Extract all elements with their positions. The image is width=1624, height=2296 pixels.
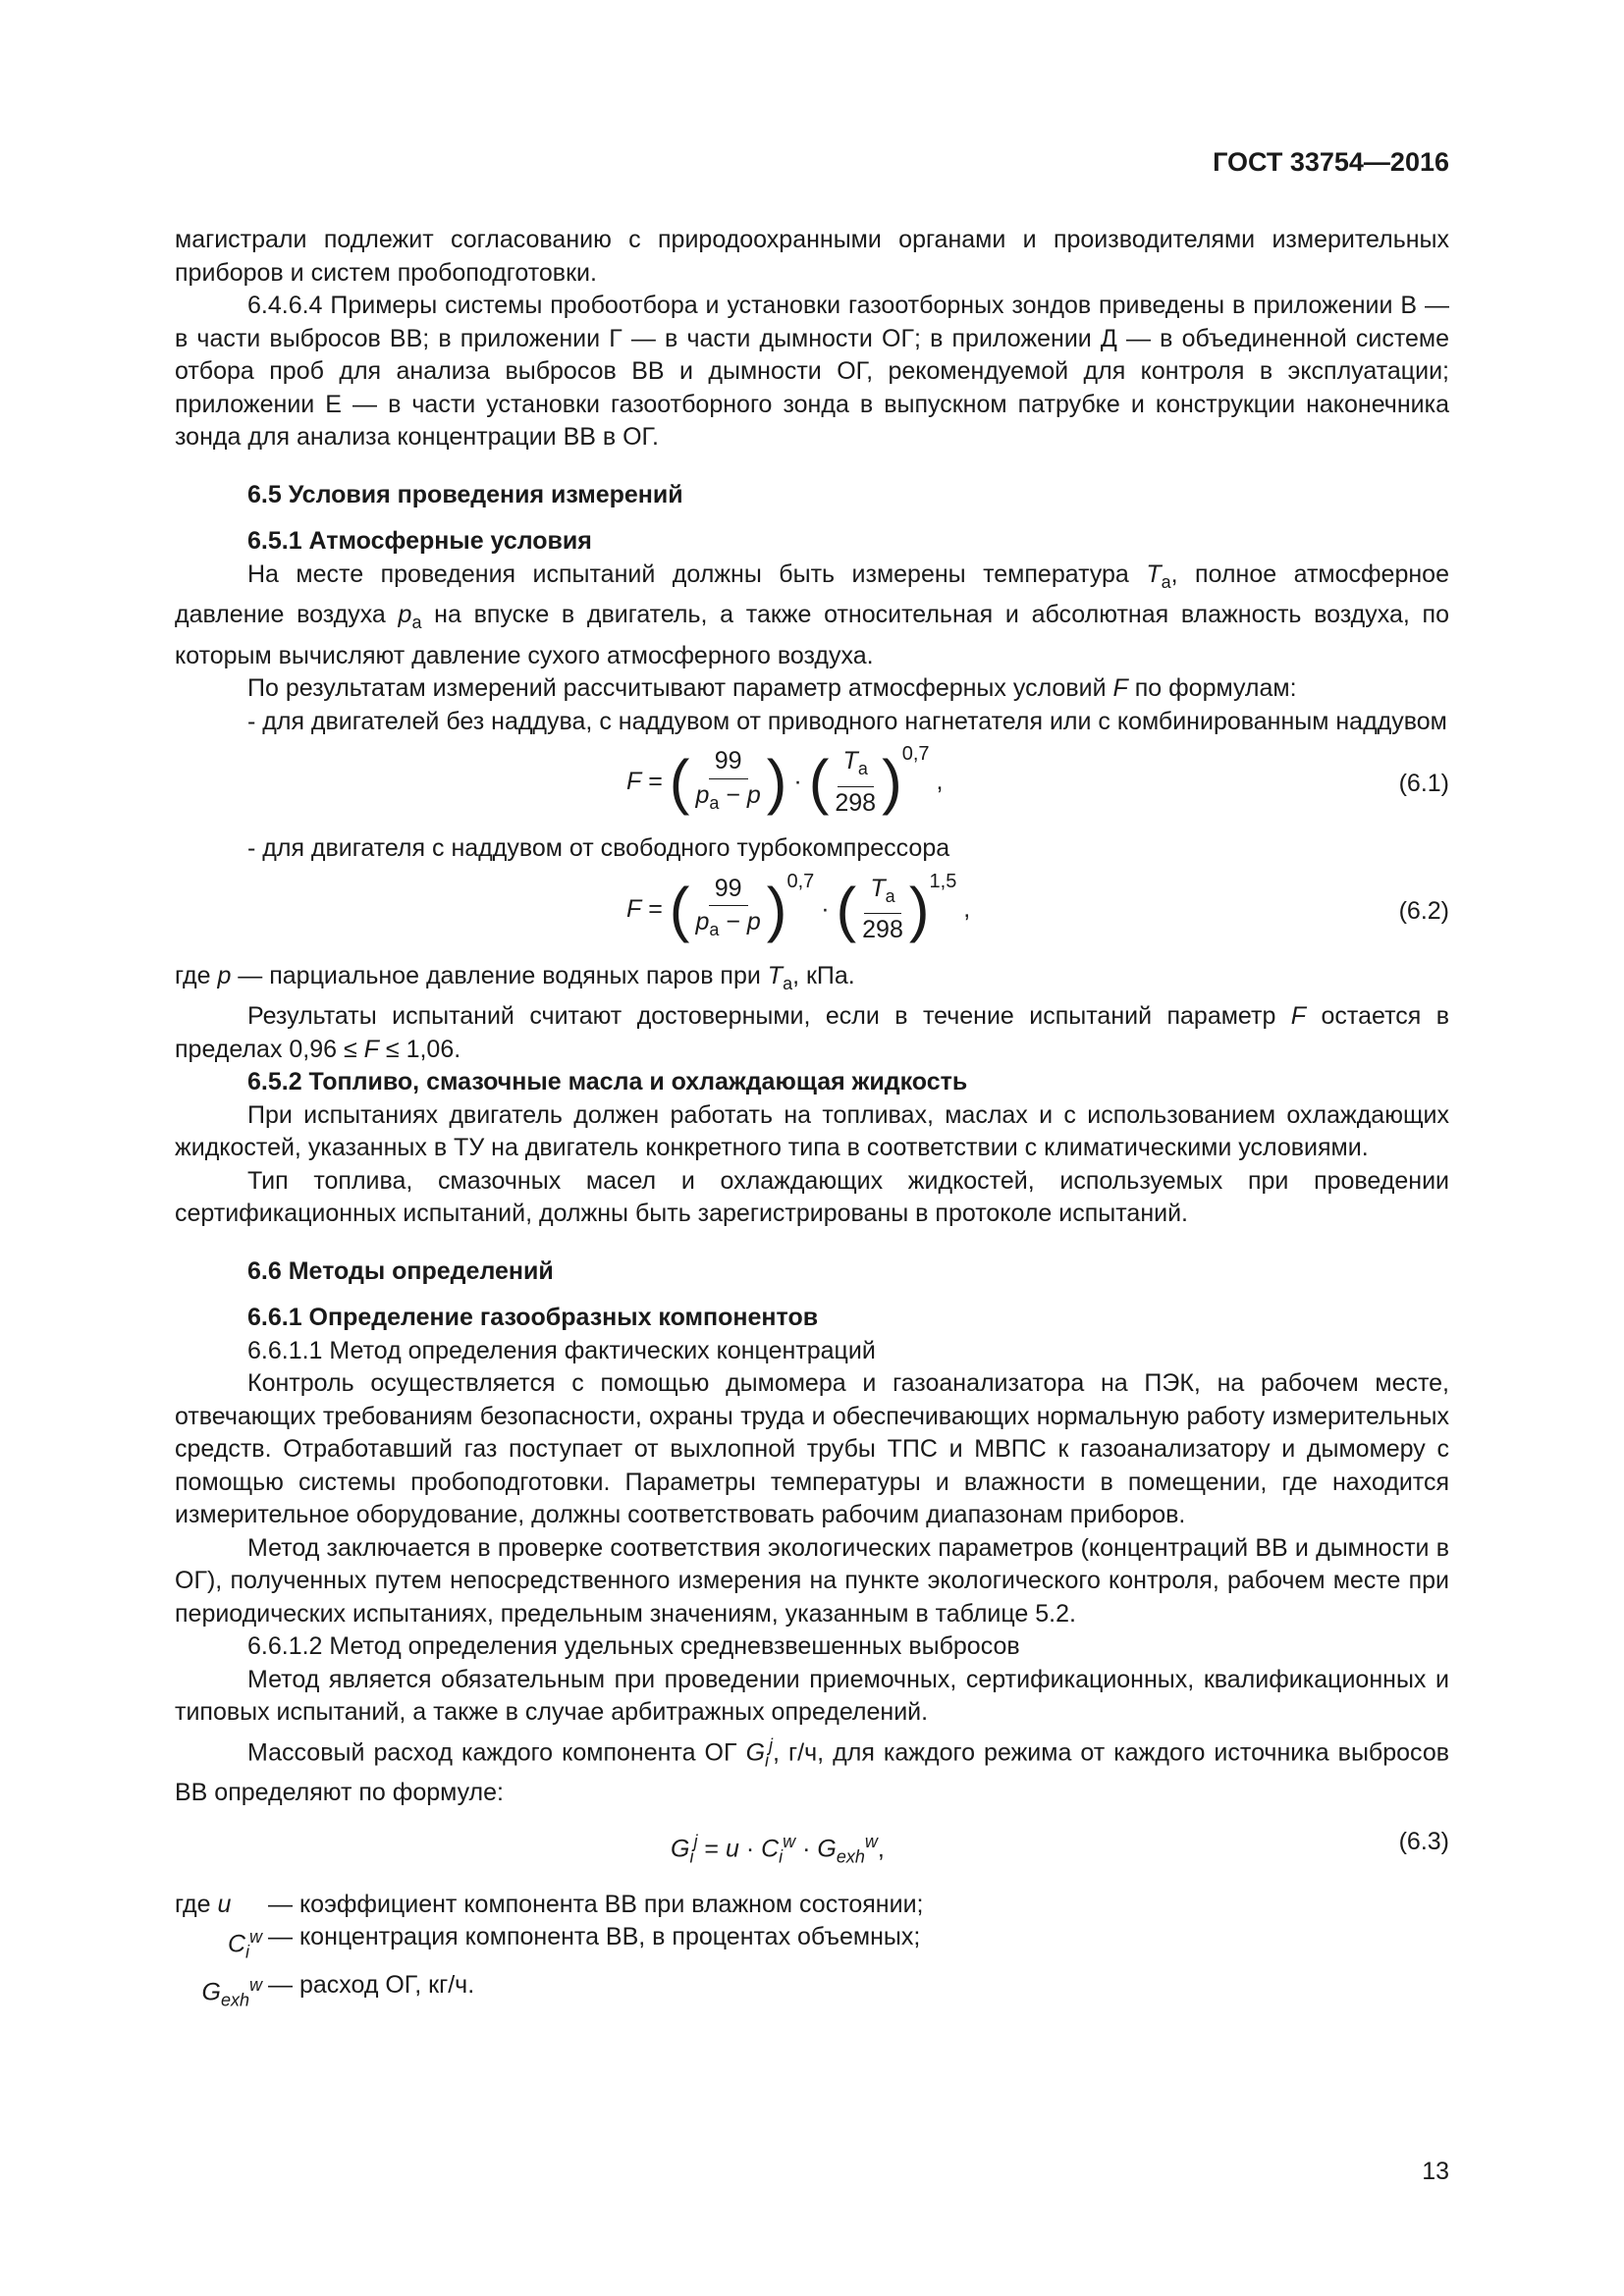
formula-6-3: $G_i^j = u \cdot C_i^w \cdot G_{exh}^w$, (6.3) [671,1827,1449,1867]
paragraph: Метод заключается в проверке соответствия экологических параметров (концентраций ВВ и дымности в ОГ), полученных путем непосредственного измерения на пункте экологического контроля, рабочем месте при периодических испытаниях, предельным значениям, указанным в таблице 5.2. [175,1533,1449,1628]
paragraph: 6.6.1.1 Метод определения фактических концентраций [247,1336,876,1364]
variable-definitions: где u — коэффициент компонента ВВ при влажном состоянии; $C_i^w$ — концентрация компонента ВВ, в процентах объемных; $G_{exh}^w$ — расход ОГ, кг/ч. [175,1890,924,2010]
document-header: ГОСТ 33754—2016 [1213,147,1449,177]
paragraph: магистрали подлежит согласованию с природоохранными органами и производителями измерительных приборов и систем пробоподготовки. [175,226,1449,287]
paragraph: - для двигателей без наддува, с наддувом от приводного нагнетателя или с комбинированным наддувом [247,707,1447,735]
section-heading: 6.5 Условия проведения измерений [247,480,683,508]
paragraph: Результаты испытаний считают достоверными, если в течение испытаний параметр F остается в пределах 0,96 ≤ F ≤ 1,06. [175,1002,1449,1063]
subsection-heading: 6.6.1 Определение газообразных компонентов [247,1304,819,1331]
subsection-heading: 6.5.1 Атмосферные условия [247,527,592,555]
formula-6-2: F = ( $\frac{99}{p_a - p}$ )$^{0,7}$ · ( $\frac{T_a}{298}$ )$^{1,5}$ , (6.2) [626,870,1449,944]
page-number: 13 [1422,2158,1449,2185]
paragraph: На месте проведения испытаний должны быть измерены температура $T_a$, полное атмосферное давление воздуха $p_a$ на впуске в двигатель, а также относительная и абсолютная влажность воздуха, по которым вычисляют давление сухого атмосферного воздуха. [175,560,1449,669]
formula-6-1: F = ( $\frac{99}{p_a - p}$ ) · ( $\frac{T_a}{298}$ )$^{0,7}$ , (6.1) [626,743,1449,817]
paragraph: 6.6.1.2 Метод определения удельных средневзвешенных выбросов [247,1632,1020,1660]
subsection-heading: 6.5.2 Топливо, смазочные масла и охлаждающая жидкость [247,1068,968,1095]
paragraph: По результатам измерений рассчитывают параметр атмосферных условий F по формулам: [247,674,1297,702]
paragraph: Метод является обязательным при проведении приемочных, сертификационных, квалификационных и типовых испытаний, а также в случае арбитражных определений. [175,1665,1449,1726]
formula-number: (6.2) [1398,896,1449,925]
paragraph: Тип топлива, смазочных масел и охлаждающих жидкостей, используемых при проведении сертификационных испытаний, должны быть зарегистрированы в протоколе испытаний. [175,1166,1449,1227]
paragraph: При испытаниях двигатель должен работать на топливах, маслах и с использованием охлаждающих жидкостей, указанных в ТУ на двигатель конкретного типа в соответствии с климатическими условиями. [175,1100,1449,1161]
paragraph: где p — парциальное давление водяных паров при $T_a$, кПа. [175,961,855,993]
paragraph: Массовый расход каждого компонента ОГ $G_i^j$, г/ч, для каждого режима от каждого источника выбросов ВВ определяют по формуле: [175,1735,1450,1807]
formula-number: (6.3) [1398,1827,1449,1855]
document-body [175,224,1449,2017]
formula-number: (6.1) [1398,770,1449,797]
section-heading: 6.6 Методы определений [247,1256,554,1285]
paragraph: Контроль осуществляется с помощью дымомера и газоанализатора на ПЭК, на рабочем месте, отвечающих требованиям безопасности, охраны труда и обеспечивающих нормальную работу измерительных средств. Отработавший газ поступает от выхлопной трубы ТПС и МВПС к газоанализатору и дымомеру с помощью системы пробоподготовки. Параметры температуры и влажности в помещении, где находится измерительное оборудование, должны соответствовать рабочим диапазонам приборов. [175,1369,1449,1528]
paragraph: - для двигателя с наддувом от свободного турбокомпрессора [247,834,950,862]
paragraph: 6.4.6.4 Примеры системы пробоотбора и установки газоотборных зондов приведены в приложении В — в части выбросов ВВ; в приложении Г — в части дымности ОГ; в приложении Д — в объединенной системе отбора проб для анализа выбросов ВВ и дымности ОГ, рекомендуемой для контроля в эксплуатации; приложении Е — в части установки газоотборного зонда в выпускном патрубке и конструкции наконечника зонда для анализа концентрации ВВ в ОГ. [175,292,1449,451]
